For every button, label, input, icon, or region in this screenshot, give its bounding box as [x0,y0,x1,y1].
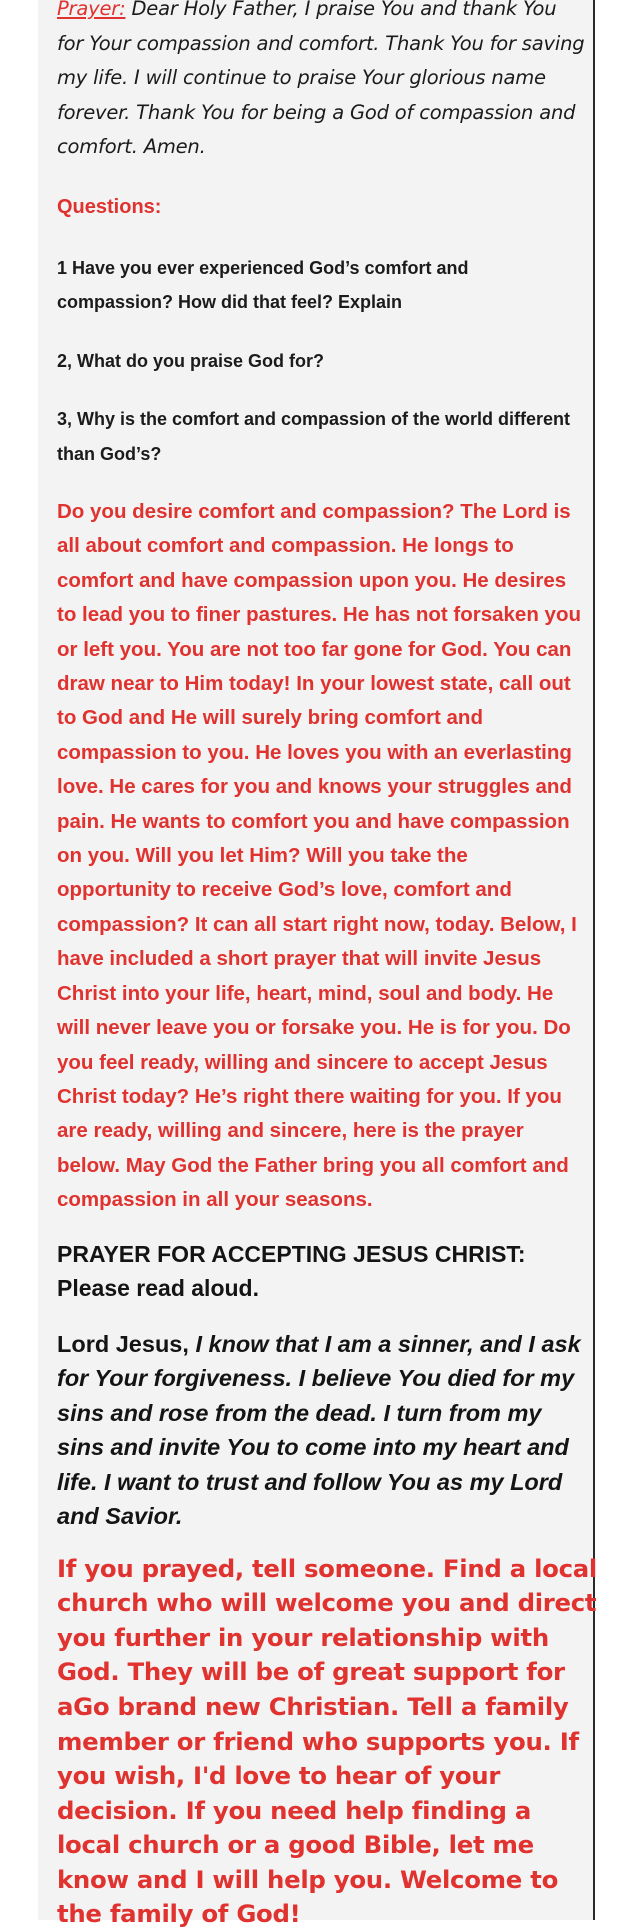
prayer-text: Dear Holy Father, I praise You and thank You for Your compassion and comfort. Thank You for saving my life. I will continue to praise Your glorious name forever. Thank You for being a God of compassion and comfort. Amen. [57,0,585,158]
devotional-content [57,0,597,1932]
closing-prayer [57,0,587,165]
invitation-paragraph: Do you desire comfort and compassion? The Lord is all about comfort and compassion. He longs to comfort and have compassion upon you. He desires to lead you to finer pastures. He has not forsaken you or left you. You are not too far gone for God. You can draw near to Him today! In your lowest state, call out to God and He will surely bring comfort and compassion to you. He loves you with an everlasting love. He cares for you and knows your struggles and pain. He wants to comfort you and have compassion on you. Will you let Him? Will you take the opportunity to receive God’s love, comfort and compassion? It can all start right now, today. Below, I have included a short prayer that will invite Jesus Christ into your life, heart, mind, soul and body. He will never leave you or forsake you. He is for you. Do you feel ready, willing and sincere to accept Jesus Christ today? He’s right there waiting for you. If you are ready, willing and sincere, here is the prayer below. May God the Father bring you all comfort and compassion in all your seasons. [57,500,581,1212]
salvation-prayer [57,1327,587,1534]
question-item: 3, Why is the comfort and compassion of the world different than God’s? [57,409,571,464]
question-item: 1 Have you ever experienced God’s comfort and compassion? How did that feel? Explain [57,257,469,312]
salvation-prayer-lead: Lord Jesus, [57,1330,189,1357]
questions-heading: Questions: [57,195,162,218]
accept-prayer-heading: PRAYER FOR ACCEPTING JESUS CHRIST: Please read aloud. [57,1240,526,1302]
question-item: 2, What do you praise God for? [57,350,325,371]
closing-paragraph: If you prayed, tell someone. Find a local church who will welcome you and direct you further in your relationship with God. They will be of great support for aGo brand new Christian. Tell a family member or friend who supports you. If you wish, I'd love to hear of your decision. If you need help finding a local church or a good Bible, let me know and I will help you. Welcome to the family of God! [57,1553,597,1929]
prayer-label: Prayer: [57,0,126,20]
salvation-prayer-text: I know that I am a sinner, and I ask for Your forgiveness. I believe You died for my sins and rose from the dead. I turn from my sins and invite You to come into my heart and life. I want to trust and follow You as my Lord and Savior. [57,1330,581,1530]
